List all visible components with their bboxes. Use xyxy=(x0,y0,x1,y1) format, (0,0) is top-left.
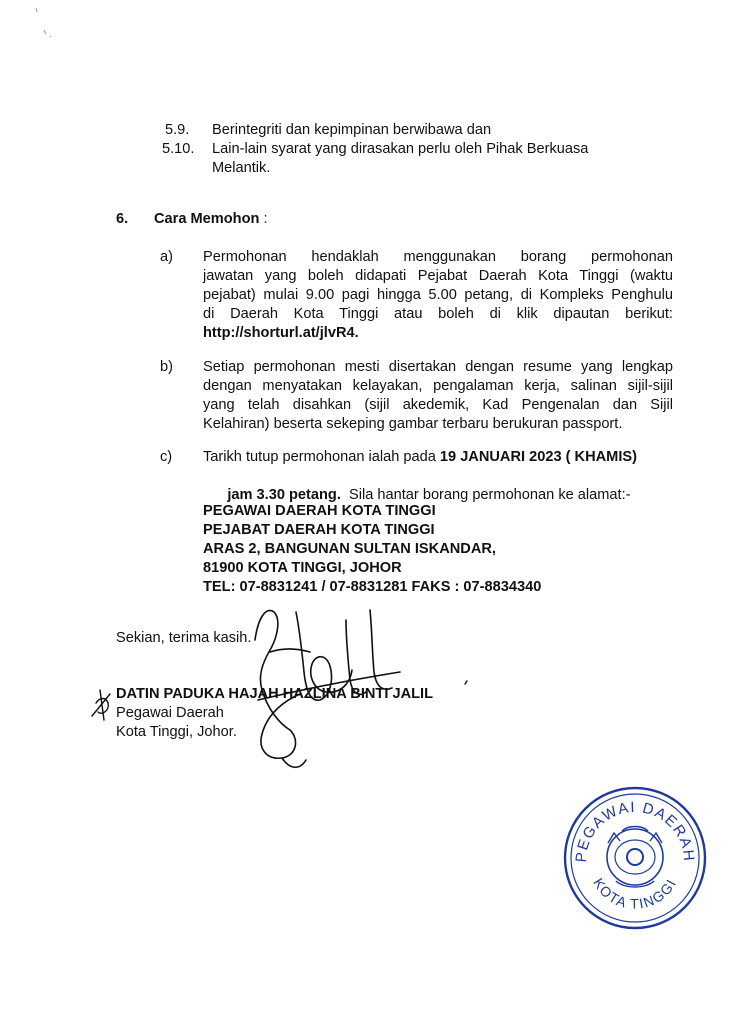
address-line: 81900 KOTA TINGGI, JOHOR xyxy=(203,560,402,576)
closing-text: Sekian, terima kasih. xyxy=(116,630,252,646)
item-c-line2-rest: Sila hantar borang permohonan ke alamat:- xyxy=(340,487,631,503)
item-a-link[interactable]: http://shorturl.at/jlvR4. xyxy=(203,325,359,341)
svg-text:KOTA TINGGI xyxy=(590,875,679,912)
item-c-label: c) xyxy=(160,449,173,465)
item-5-10-text-line2: Melantik. xyxy=(212,160,271,176)
signatory-title: Pegawai Daerah xyxy=(116,705,224,721)
signatory-name: DATIN PADUKA HAJAH HAZLINA BINTI JALIL xyxy=(116,686,433,702)
address-line: ARAS 2, BANGUNAN SULTAN ISKANDAR, xyxy=(203,541,496,557)
item-b-line: Kelahiran) beserta sekeping gambar terbaru berukuran passport. xyxy=(203,416,623,432)
item-5-10-text-line1: Lain-lain syarat yang dirasakan perlu oleh Pihak Berkuasa xyxy=(212,141,589,157)
item-a-line: di Daerah Kota Tinggi atau boleh di klik dipautan berikut: xyxy=(203,306,673,322)
stamp-top-text: PEGAWAI DAERAH xyxy=(572,798,698,863)
item-a-line: Permohonan hendaklah menggunakan borang permohonan xyxy=(203,249,673,265)
item-b-line: dengan menyatakan kelayakan, pengalaman kerja, salinan sijil-sijil xyxy=(203,378,673,394)
section-6-number: 6. xyxy=(116,211,129,227)
item-5-9-number: 5.9. xyxy=(165,122,190,138)
stamp-bottom-text: KOTA TINGGI xyxy=(590,875,680,912)
item-b-label: b) xyxy=(160,359,173,375)
item-a-line: pejabat) mulai 9.00 pagi hingga 5.00 petang, di Kompleks Penghulu xyxy=(203,287,673,303)
item-a-label: a) xyxy=(160,249,173,265)
closing-date: 19 JANUARI 2023 ( KHAMIS) xyxy=(439,449,637,465)
item-5-9-text: Berintegriti dan kepimpinan berwibawa dan xyxy=(212,122,492,138)
signatory-location: Kota Tinggi, Johor. xyxy=(116,724,237,740)
section-6-title: Cara Memohon xyxy=(154,211,260,227)
section-6-colon: : xyxy=(263,211,268,227)
item-b-line: Setiap permohonan mesti disertakan dengan resume yang lengkap xyxy=(203,359,673,375)
official-stamp xyxy=(560,783,710,933)
svg-text:PEGAWAI DAERAH xyxy=(573,799,698,863)
address-line: PEJABAT DAERAH KOTA TINGGI xyxy=(203,522,435,538)
item-c-line1-prefix: Tarikh tutup permohonan ialah pada xyxy=(203,449,440,465)
item-b-line: yang telah disahkan (sijil akedemik, Kad Pengenalan dan Sijil xyxy=(203,397,673,413)
address-contact-line: TEL: 07-8831241 / 07-8831281 FAKS : 07-8834340 xyxy=(203,579,542,595)
closing-time: jam 3.30 petang. xyxy=(227,487,341,503)
item-5-10-number: 5.10. xyxy=(162,141,195,157)
item-a-line: jawatan yang boleh didapati Pejabat Daerah Kota Tinggi (waktu xyxy=(203,268,673,284)
address-line: PEGAWAI DAERAH KOTA TINGGI xyxy=(203,503,436,519)
